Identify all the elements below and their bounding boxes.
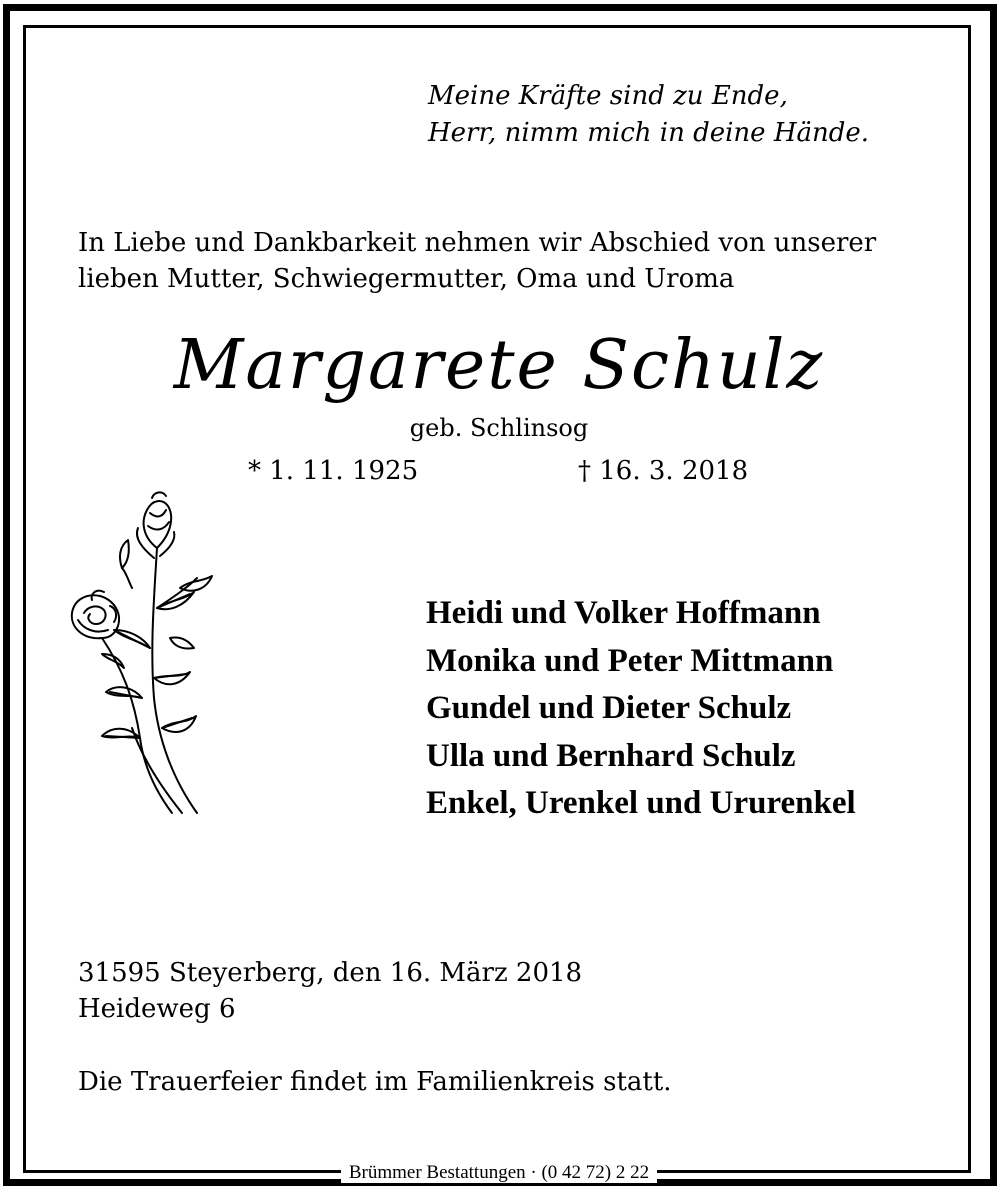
- footer-text: Brümmer Bestattungen · (0 42 72) 2 22: [341, 1162, 657, 1183]
- mourner-line: Enkel, Urenkel und Ururenkel: [426, 785, 856, 821]
- mourner-line: Gundel und Dieter Schulz: [426, 690, 792, 726]
- death-date: † 16. 3. 2018: [578, 456, 749, 486]
- birth-date: * 1. 11. 1925: [248, 456, 419, 486]
- intro-text: [78, 225, 876, 297]
- motto: [428, 78, 869, 152]
- mourner-line: Ulla und Bernhard Schulz: [426, 737, 796, 774]
- birth-name: geb. Schlinsog: [409, 414, 589, 442]
- mourners-list: [426, 590, 856, 828]
- address-line: Heideweg 6: [78, 994, 236, 1024]
- intro-line-2: lieben Mutter, Schwiegermutter, Oma und Uroma: [78, 264, 735, 294]
- motto-line-2: Herr, nimm mich in deine Hände.: [428, 118, 870, 148]
- place-and-address: [78, 955, 582, 1027]
- footer: [0, 1162, 998, 1184]
- rose-icon: [62, 488, 217, 818]
- mourner-line: Monika und Peter Mittmann: [426, 642, 834, 679]
- motto-line-1: Meine Kräfte sind zu Ende,: [428, 81, 788, 111]
- intro-line-1: In Liebe und Dankbarkeit nehmen wir Abschied von unserer: [78, 228, 877, 258]
- deceased-name: Margarete Schulz: [173, 326, 825, 405]
- mourner-line: Heidi und Volker Hoffmann: [426, 595, 821, 631]
- place-date-line: 31595 Steyerberg, den 16. März 2018: [78, 958, 583, 988]
- funeral-note: Die Trauerfeier findet im Familienkreis statt.: [78, 1067, 672, 1097]
